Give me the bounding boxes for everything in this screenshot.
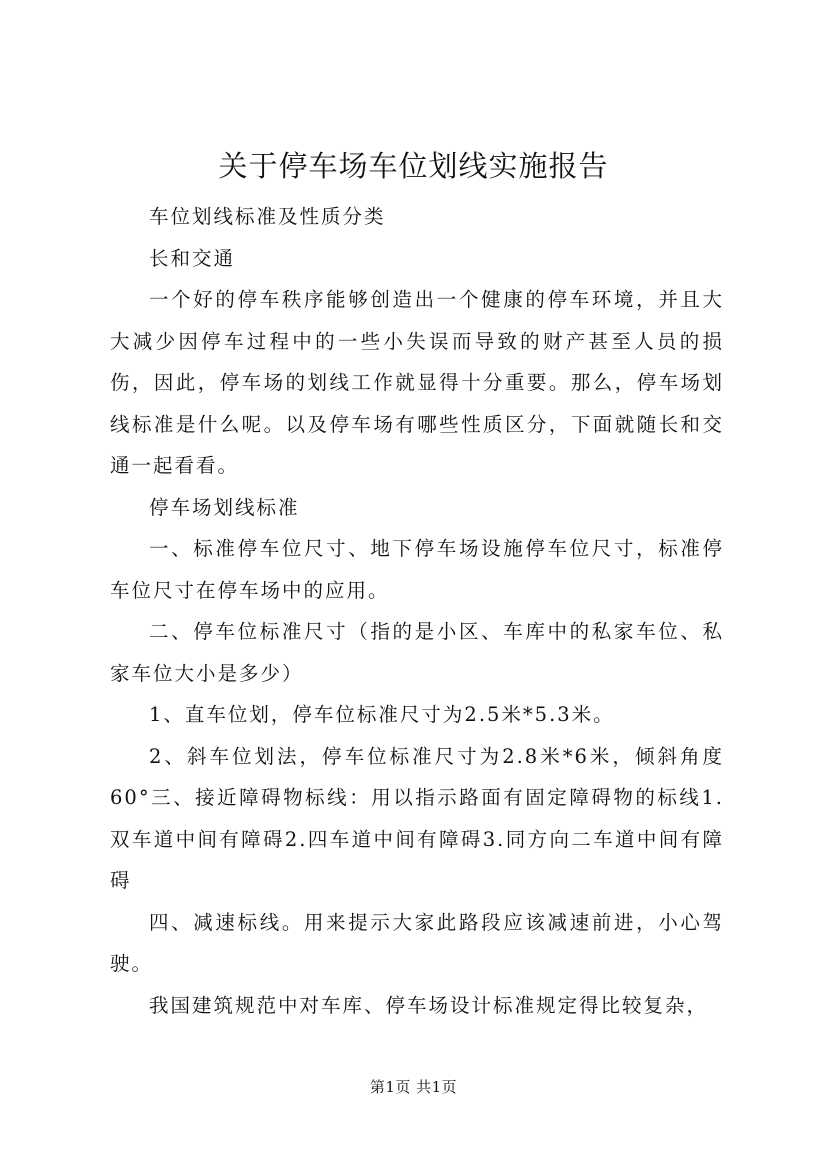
paragraph: 长和交通: [149, 246, 236, 270]
paragraph: 我国建筑规范中对车库、停车场设计标准规定得比较复杂，: [149, 993, 709, 1017]
paragraph: 车位划线标准及性质分类: [149, 205, 386, 228]
page-footer: 第1页 共1页: [369, 1078, 458, 1096]
paragraph: 四、减速标线。用来提示大家此路段应该减速前进，小心驾驶。: [110, 910, 724, 975]
paragraph: 一个好的停车秩序能够创造出一个健康的停车环境，并且大大减少因停车过程中的一些小失误而导致的财产甚至人员的损伤，因此，停车场的划线工作就显得十分重要。那么，停车场划线标准是什么呢。以及停车场有哪些性质区分，下面就随长和交通一起看看。: [110, 288, 724, 477]
paragraph: 1、直车位划，停车位标准尺寸为2.5米*5.3米。: [149, 703, 615, 726]
document-title: 关于停车场车位划线实施报告: [218, 149, 609, 183]
paragraph: 二、停车位标准尺寸（指的是小区、车库中的私家车位、私家车位大小是多少）: [110, 620, 724, 685]
paragraph: 一、标准停车位尺寸、地下停车场设施停车位尺寸，标准停车位尺寸在停车场中的应用。: [110, 537, 724, 602]
paragraph: 2、斜车位划法，停车位标准尺寸为2.8米*6米，倾斜角度60°三、接近障碍物标线：用以指示路面有固定障碍物的标线1.双车道中间有障碍2.四车道中间有障碍3.同方向二车道中间有障碍: [110, 744, 724, 892]
document-body: [110, 196, 724, 1026]
paragraph: 停车场划线标准: [149, 495, 300, 519]
